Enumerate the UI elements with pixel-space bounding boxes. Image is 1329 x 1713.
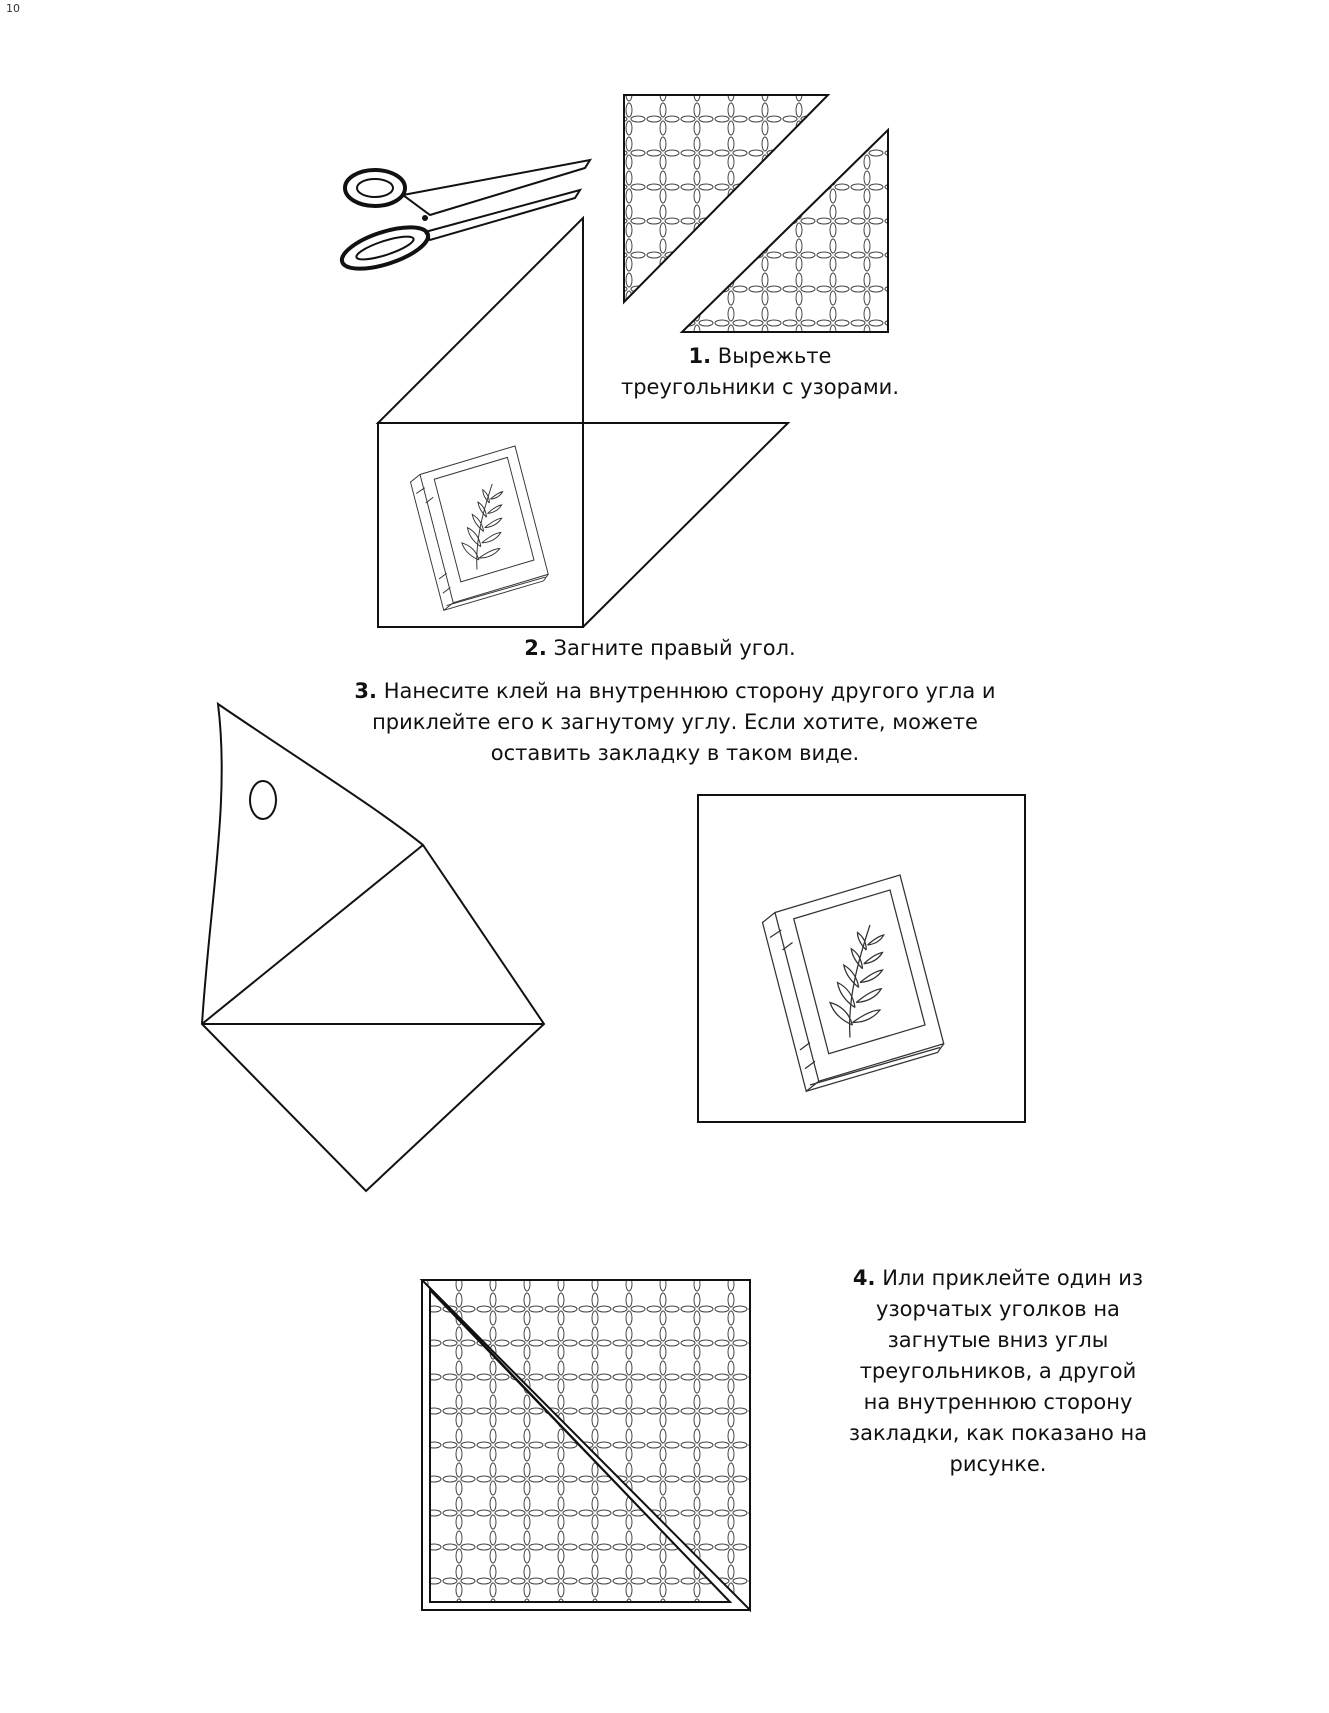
bookmark-diagram <box>202 704 544 1191</box>
step-3-text: 3. Нанесите клей на внутреннюю сторону другого угла и приклейте его к загнутому углу. Если хотите, можете оставить закладку в таком виде. <box>354 679 996 765</box>
patterned-bookmark-diagram <box>422 1280 750 1610</box>
step-2-text: 2. Загните правый угол. <box>524 636 796 660</box>
page-number: 10 <box>6 2 20 15</box>
step-4-text: 4. Или приклейте один из узорчатых уголков на загнутые вниз углы треугольников, а другой на внутреннюю сторону закладки, как показано на рисунке. <box>848 1266 1148 1476</box>
book-frame <box>698 795 1025 1122</box>
hole-icon <box>250 781 276 819</box>
fold-diagram <box>378 218 788 627</box>
scissors-icon <box>337 160 590 277</box>
step-1-text: 1. Вырежьте треугольники с узорами. <box>620 344 899 399</box>
